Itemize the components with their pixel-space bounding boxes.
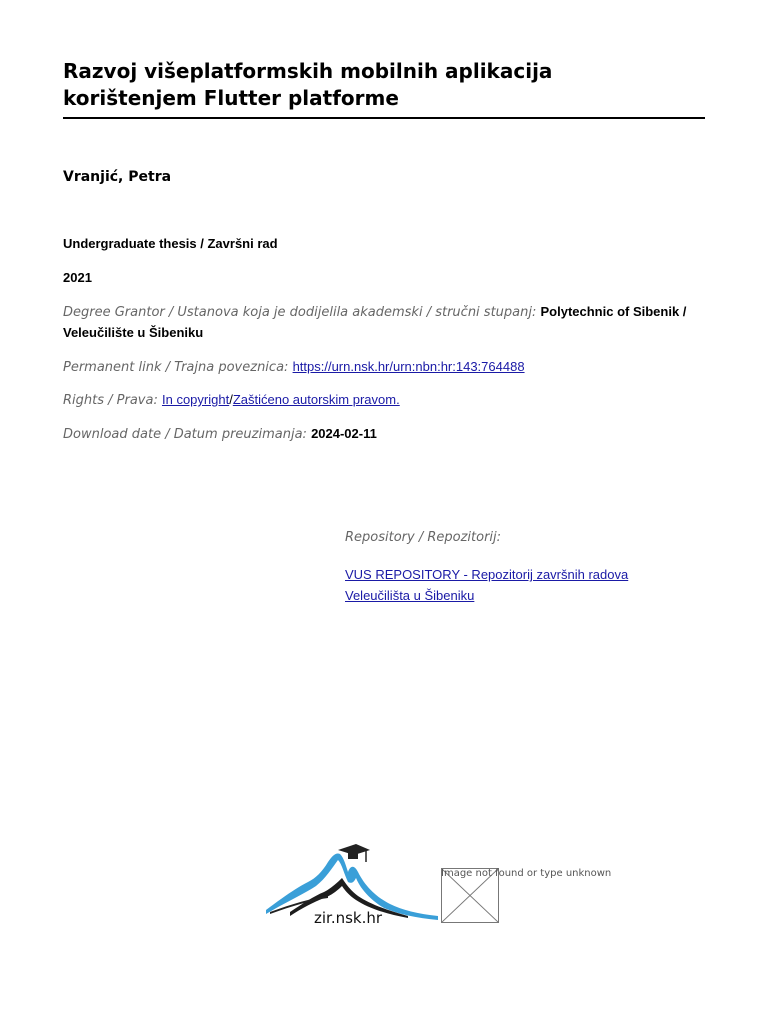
rights-separator: / (229, 392, 233, 407)
document-year: 2021 (63, 270, 92, 285)
title-divider (63, 117, 705, 119)
download-date-label: Download date / Datum preuzimanja: (63, 427, 307, 442)
thesis-title (63, 58, 705, 112)
degree-grantor-value: Polytechnic of Sibenik / Veleučilište u Šibeniku (63, 304, 687, 340)
permanent-link-label: Permanent link / Trajna poveznica: (63, 360, 289, 375)
document-type: Undergraduate thesis / Završni rad (63, 236, 278, 251)
rights-row (63, 390, 713, 411)
repository-link[interactable]: VUS REPOSITORY - Repozitorij završnih radova Veleučilišta u Šibeniku (345, 567, 629, 603)
rights-link-zasticeno[interactable]: Zaštićeno autorskim pravom. (232, 392, 400, 407)
author-name: Vranjić, Petra (63, 169, 172, 185)
degree-grantor-row (63, 302, 708, 344)
thesis-title-line-2: korištenjem Flutter platforme (63, 86, 399, 110)
download-date-value: 2024-02-11 (311, 426, 377, 441)
repository-link-block (345, 565, 665, 607)
permanent-link[interactable]: https://urn.nsk.hr/urn:nbn:hr:143:764488 (292, 359, 525, 374)
permanent-link-row (63, 357, 713, 378)
rights-link-in-copyright[interactable]: In copyright (161, 392, 230, 407)
mortarboard-base (348, 852, 358, 859)
download-date-row (63, 424, 713, 445)
logo-text: zir.nsk.hr (314, 909, 383, 927)
rights-label: Rights / Prava: (63, 393, 158, 408)
degree-grantor-label: Degree Grantor / Ustanova koja je dodijelila akademski / stručni stupanj: (63, 305, 537, 320)
broken-image-text: Image not found or type unknown (441, 868, 612, 879)
thesis-title-line-1: Razvoj višeplatformskih mobilnih aplikacija (63, 59, 553, 83)
repository-label: Repository / Repozitorij: (345, 530, 502, 545)
